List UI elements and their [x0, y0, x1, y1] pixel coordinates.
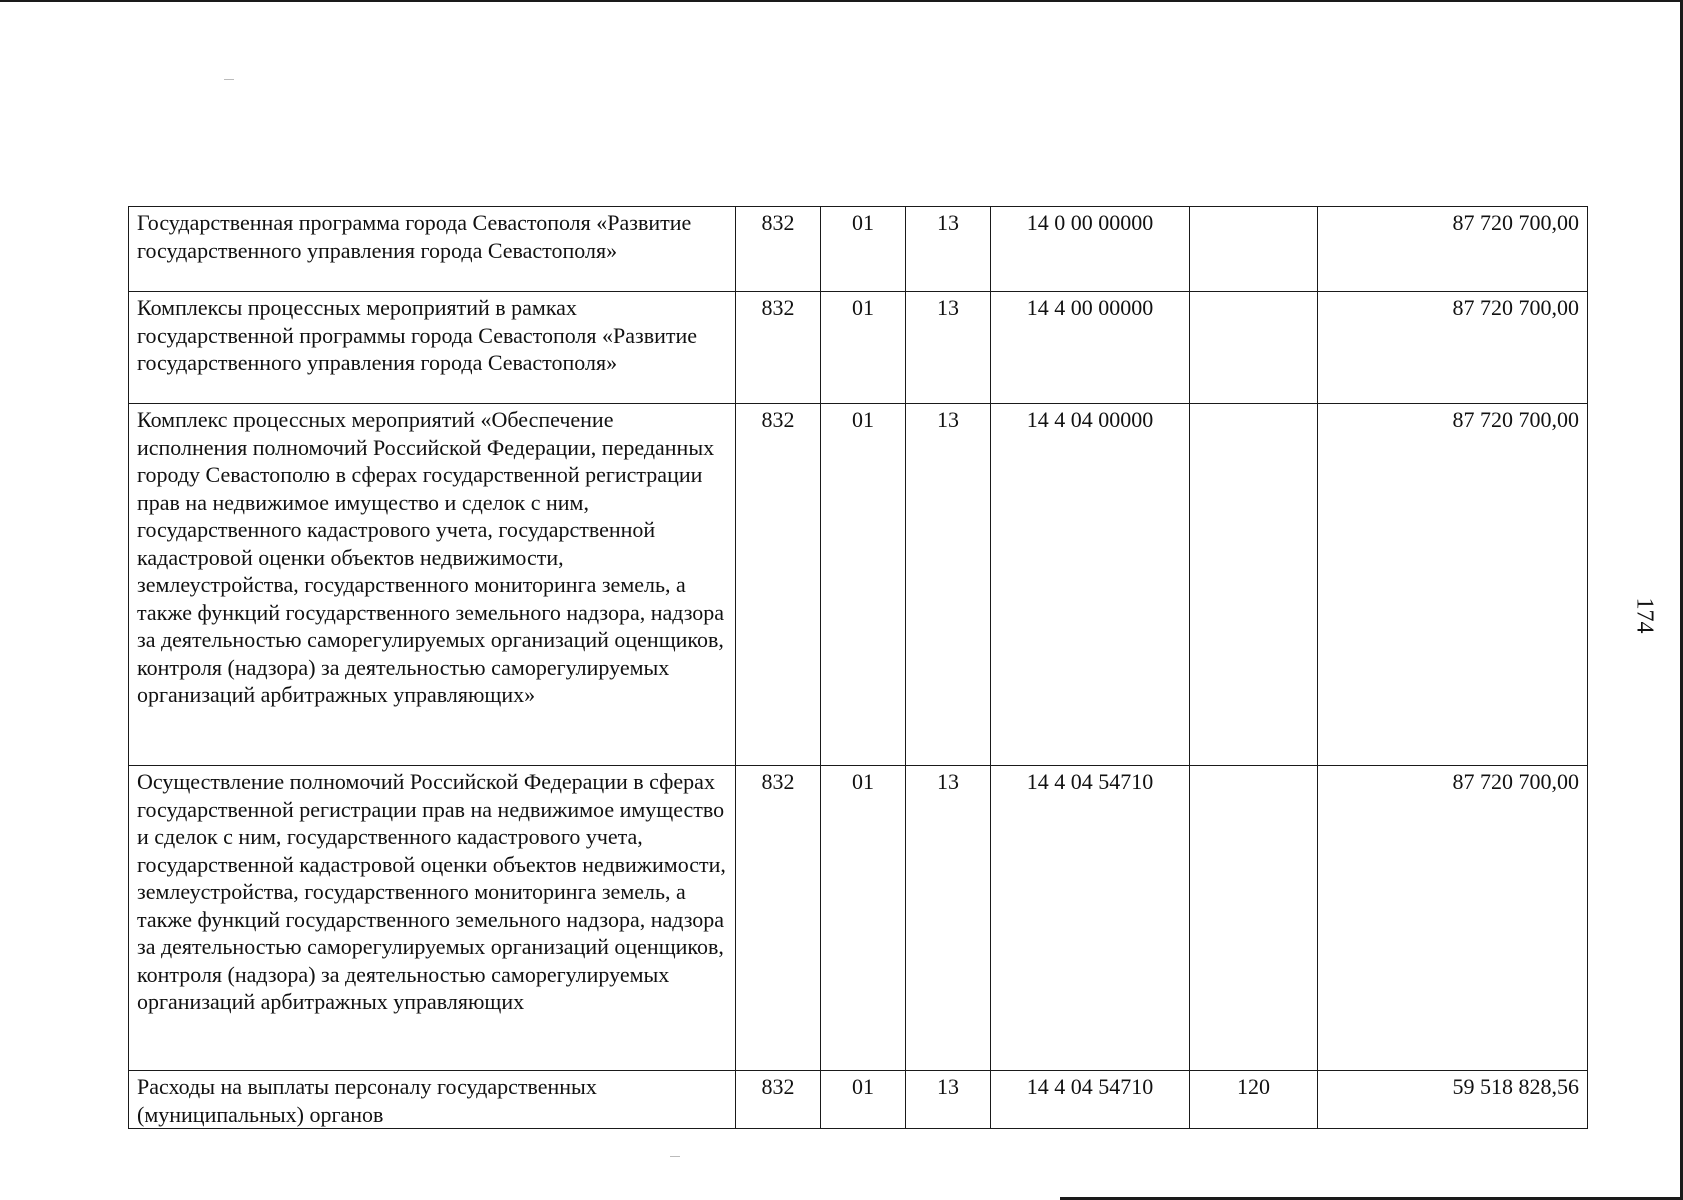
subsection-code: 13: [906, 404, 991, 766]
ministry-code: 832: [736, 207, 821, 292]
target-article-code: 14 4 00 00000: [991, 292, 1190, 404]
ministry-code: 832: [736, 404, 821, 766]
page-number: 174: [1631, 597, 1658, 634]
table-row: [129, 766, 1588, 1071]
target-article-code: 14 4 04 00000: [991, 404, 1190, 766]
scan-speck: [670, 1156, 680, 1157]
table-row: [129, 207, 1588, 292]
subsection-code: 13: [906, 766, 991, 1071]
expense-type-code: [1190, 404, 1318, 766]
amount: 59 518 828,56: [1318, 1071, 1588, 1129]
amount: 87 720 700,00: [1318, 404, 1588, 766]
ministry-code: 832: [736, 766, 821, 1071]
subsection-code: 13: [906, 207, 991, 292]
target-article-code: 14 0 00 00000: [991, 207, 1190, 292]
section-code: 01: [821, 292, 906, 404]
subsection-code: 13: [906, 1071, 991, 1129]
ministry-code: 832: [736, 292, 821, 404]
section-code: 01: [821, 766, 906, 1071]
amount: 87 720 700,00: [1318, 207, 1588, 292]
target-article-code: 14 4 04 54710: [991, 766, 1190, 1071]
amount: 87 720 700,00: [1318, 292, 1588, 404]
expense-type-code: [1190, 292, 1318, 404]
row-name: Расходы на выплаты персоналу государственных (муниципальных) органов: [129, 1071, 736, 1129]
expense-type-code: [1190, 766, 1318, 1071]
subsection-code: 13: [906, 292, 991, 404]
row-name: Комплекс процессных мероприятий «Обеспечение исполнения полномочий Российской Федерации, переданных городу Севастополю в сферах государственной регистрации прав на недвижимое имущество и сделок с ним, государственного кадастрового учета, государственной кадастровой оценки объектов недвижимости, землеустройства, государственного мониторинга земель, а также функций государственного земельного надзора, надзора за деятельностью саморегулируемых организаций оценщиков, контроля (надзора) за деятельностью саморегулируемых организаций арбитражных управляющих»: [129, 404, 736, 766]
scan-speck: [224, 79, 234, 80]
table-row: [129, 292, 1588, 404]
table-row: [129, 404, 1588, 766]
amount: 87 720 700,00: [1318, 766, 1588, 1071]
expense-type-code: 120: [1190, 1071, 1318, 1129]
table-row: [129, 1071, 1588, 1129]
target-article-code: 14 4 04 54710: [991, 1071, 1190, 1129]
scan-border-top: [0, 0, 1683, 2]
budget-table: [128, 206, 1588, 1129]
row-name: Государственная программа города Севастополя «Развитие государственного управления города Севастополя»: [129, 207, 736, 292]
expense-type-code: [1190, 207, 1318, 292]
row-name: Осуществление полномочий Российской Федерации в сферах государственной регистрации прав на недвижимое имущество и сделок с ним, государственного кадастрового учета, государственной кадастровой оценки объектов недвижимости, землеустройства, государственного мониторинга земель, а также функций государственного земельного надзора, надзора за деятельностью саморегулируемых организаций оценщиков, контроля (надзора) за деятельностью саморегулируемых организаций арбитражных управляющих: [129, 766, 736, 1071]
section-code: 01: [821, 404, 906, 766]
section-code: 01: [821, 207, 906, 292]
row-name: Комплексы процессных мероприятий в рамках государственной программы города Севастополя «Развитие государственного управления города Севастополя»: [129, 292, 736, 404]
ministry-code: 832: [736, 1071, 821, 1129]
section-code: 01: [821, 1071, 906, 1129]
